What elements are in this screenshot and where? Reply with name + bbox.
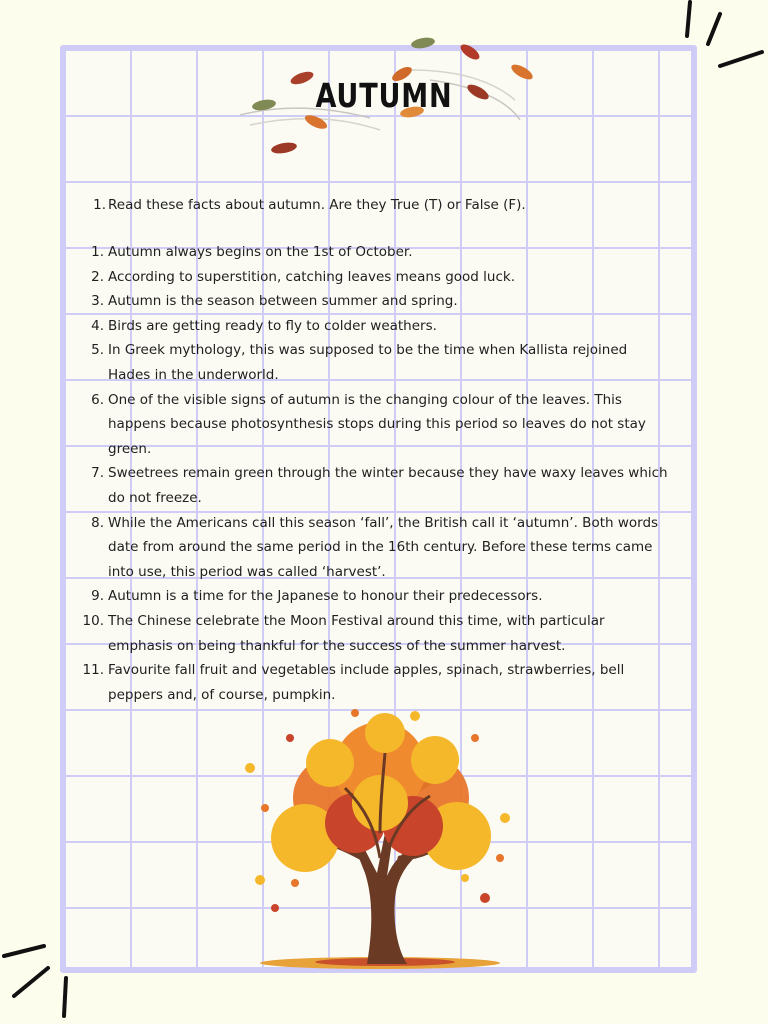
item-text: While the Americans call this season ‘fall’, the British call it ‘autumn’. Both words date from around the same period in the 16th century. Before these terms came into use, this period was called ‘harvest’. — [108, 514, 659, 580]
list-item — [92, 511, 672, 585]
item-text: Autumn always begins on the 1st of October. — [108, 244, 413, 260]
list-item — [82, 609, 672, 658]
item-number: 9. — [91, 588, 104, 605]
item-text: Favourite fall fruit and vegetables include apples, spinach, strawberries, bell peppers and, of course, pumpkin. — [108, 662, 625, 703]
item-number: 11. — [82, 662, 104, 679]
item-text: Sweetrees remain green through the winter because they have waxy leaves which do not freeze. — [108, 465, 668, 506]
list-item — [82, 658, 672, 707]
instruction-number: 1. — [93, 197, 106, 213]
item-text: According to superstition, catching leaves means good luck. — [108, 268, 516, 285]
item-number: 8. — [91, 514, 104, 531]
item-text: Autumn is a time for the Japanese to honour their predecessors. — [108, 588, 543, 605]
item-number: 7. — [91, 465, 104, 482]
item-text: One of the visible signs of autumn is the changing colour of the leaves. This happens because photosynthesis stops during this period so leaves do not stay green. — [108, 391, 646, 457]
item-number: 5. — [91, 342, 104, 359]
list-item — [92, 265, 672, 290]
instruction-text: Read these facts about autumn. Are they True (T) or False (F). — [108, 197, 526, 213]
item-number: 1. — [91, 244, 104, 260]
list-item — [92, 338, 672, 387]
item-text: In Greek mythology, this was supposed to be the time when Kallista rejoined Hades in the underworld. — [108, 342, 628, 383]
list-item — [92, 584, 672, 609]
item-number: 4. — [91, 317, 104, 334]
list-item — [92, 314, 672, 339]
item-text: Birds are getting ready to fly to colder weathers. — [108, 317, 437, 334]
page-title: AUTUMN — [315, 76, 453, 115]
item-number: 3. — [91, 293, 104, 310]
autumn-tree-icon — [235, 708, 525, 970]
list-item — [92, 289, 672, 314]
list-item — [92, 240, 672, 265]
item-number: 6. — [91, 391, 104, 408]
item-number: 10. — [82, 612, 104, 629]
item-text: Autumn is the season between summer and spring. — [108, 293, 458, 310]
item-text: The Chinese celebrate the Moon Festival around this time, with particular emphasis on being thankful for the success of the summer harvest. — [108, 612, 605, 654]
list-item — [92, 461, 672, 510]
facts-list — [82, 240, 672, 707]
list-item — [92, 388, 672, 462]
item-number: 2. — [91, 268, 104, 285]
instruction — [92, 193, 708, 218]
